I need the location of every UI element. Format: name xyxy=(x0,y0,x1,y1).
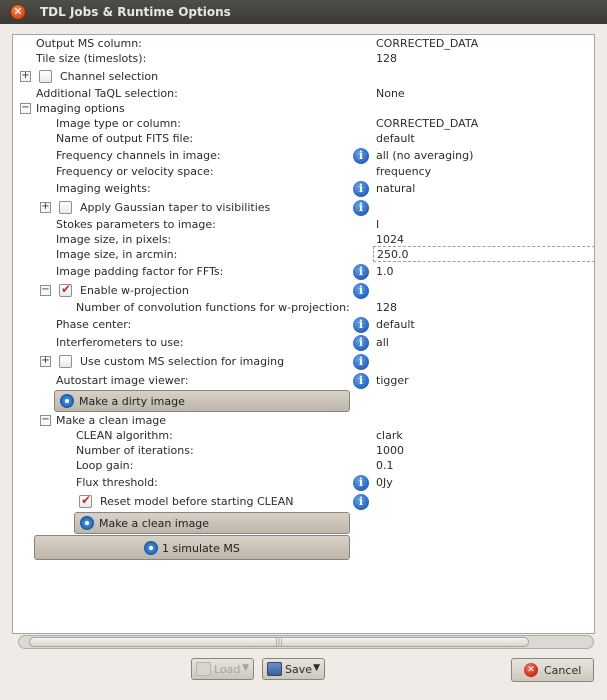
value-flux-threshold[interactable]: 0Jy xyxy=(376,476,393,489)
cancel-button[interactable] xyxy=(511,658,594,682)
save-label: Save xyxy=(285,663,313,676)
value-tile-size[interactable]: 128 xyxy=(376,52,397,65)
horizontal-scrollbar[interactable] xyxy=(18,635,594,649)
label-flux-threshold: Flux threshold: xyxy=(76,476,158,489)
load-label: Load xyxy=(214,663,241,676)
info-icon[interactable]: i xyxy=(353,373,369,389)
row-size-arcmin xyxy=(13,248,596,264)
reset-model-checkbox[interactable] xyxy=(79,495,92,508)
gear-icon xyxy=(60,394,74,408)
label-padding: Image padding factor for FFTs: xyxy=(56,265,224,278)
value-phase-center[interactable]: default xyxy=(376,318,415,331)
info-icon[interactable]: i xyxy=(353,317,369,333)
make-clean-image-label: Make a clean image xyxy=(99,517,210,530)
label-fits-name: Name of output FITS file: xyxy=(56,132,194,145)
label-autostart-viewer: Autostart image viewer: xyxy=(56,374,189,387)
cancel-icon: ✕ xyxy=(524,663,538,677)
value-iterations[interactable]: 1000 xyxy=(376,444,404,457)
info-icon[interactable]: i xyxy=(353,335,369,351)
info-icon[interactable]: i xyxy=(353,354,369,370)
collapse-make-clean-icon[interactable]: − xyxy=(41,414,50,425)
value-padding[interactable]: 1.0 xyxy=(376,265,394,278)
label-image-type: Image type or column: xyxy=(56,117,181,130)
label-weights: Imaging weights: xyxy=(56,182,151,195)
gaussian-taper-checkbox[interactable] xyxy=(59,201,72,214)
window-titlebar xyxy=(0,0,607,24)
value-conv-functions[interactable]: 128 xyxy=(376,301,397,314)
window-title: TDL Jobs & Runtime Options xyxy=(40,5,231,19)
make-dirty-image-label: Make a dirty image xyxy=(79,395,185,408)
gear-icon xyxy=(144,541,158,555)
label-reset-model: Reset model before starting CLEAN xyxy=(100,495,294,508)
label-imaging-options: Imaging options xyxy=(36,102,125,115)
label-wprojection: Enable w-projection xyxy=(80,284,189,297)
value-size-pixels[interactable]: 1024 xyxy=(376,233,404,246)
label-custom-ms: Use custom MS selection for imaging xyxy=(80,355,285,368)
label-stokes: Stokes parameters to image: xyxy=(56,218,216,231)
label-interferometers: Interferometers to use: xyxy=(56,336,184,349)
value-freq-space[interactable]: frequency xyxy=(376,165,432,178)
expand-gaussian-taper-icon[interactable]: + xyxy=(41,201,50,212)
folder-icon xyxy=(196,662,211,676)
value-stokes[interactable]: I xyxy=(376,218,380,231)
make-clean-image-button[interactable] xyxy=(74,512,350,534)
chevron-down-icon: ▼ xyxy=(313,663,320,673)
label-loop-gain: Loop gain: xyxy=(76,459,134,472)
value-fits-name[interactable]: default xyxy=(376,132,415,145)
label-taql-selection: Additional TaQL selection: xyxy=(36,87,178,100)
make-dirty-image-button[interactable] xyxy=(54,390,350,412)
scrollbar-thumb[interactable]: ||| xyxy=(29,637,529,647)
simulate-ms-button[interactable] xyxy=(34,535,350,560)
load-button[interactable] xyxy=(191,658,254,680)
cancel-label: Cancel xyxy=(544,664,582,677)
label-channel-selection: Channel selection xyxy=(60,70,159,83)
value-loop-gain[interactable]: 0.1 xyxy=(376,459,394,472)
floppy-disk-icon xyxy=(267,662,282,676)
value-taql-selection[interactable]: None xyxy=(376,87,405,100)
label-freq-channels: Frequency channels in image: xyxy=(56,149,221,162)
label-tile-size: Tile size (timeslots): xyxy=(36,52,147,65)
expand-channel-selection-icon[interactable]: + xyxy=(21,70,30,81)
info-icon[interactable]: i xyxy=(353,148,369,164)
label-gaussian-taper: Apply Gaussian taper to visibilities xyxy=(80,201,271,214)
info-icon[interactable]: i xyxy=(353,494,369,510)
value-clean-algorithm[interactable]: clark xyxy=(376,429,403,442)
label-size-arcmin: Image size, in arcmin: xyxy=(56,248,178,261)
label-size-pixels: Image size, in pixels: xyxy=(56,233,172,246)
options-panel xyxy=(12,34,595,634)
value-weights[interactable]: natural xyxy=(376,182,416,195)
label-freq-space: Frequency or velocity space: xyxy=(56,165,214,178)
label-iterations: Number of iterations: xyxy=(76,444,194,457)
label-clean-algorithm: CLEAN algorithm: xyxy=(76,429,173,442)
label-phase-center: Phase center: xyxy=(56,318,132,331)
label-make-clean: Make a clean image xyxy=(56,414,167,427)
info-icon[interactable]: i xyxy=(353,264,369,280)
value-autostart-viewer[interactable]: tigger xyxy=(376,374,409,387)
value-image-type[interactable]: CORRECTED_DATA xyxy=(376,117,479,130)
value-freq-channels[interactable]: all (no averaging) xyxy=(376,149,474,162)
chevron-down-icon: ▼ xyxy=(242,663,249,673)
collapse-wprojection-icon[interactable]: − xyxy=(41,284,50,295)
close-window-icon[interactable]: ✕ xyxy=(10,4,26,20)
label-output-ms-column: Output MS column: xyxy=(36,37,142,50)
gear-icon xyxy=(80,516,94,530)
label-conv-functions: Number of convolution functions for w-projection: xyxy=(76,301,350,314)
info-icon[interactable]: i xyxy=(353,200,369,216)
expand-custom-ms-icon[interactable]: + xyxy=(41,355,50,366)
info-icon[interactable]: i xyxy=(353,283,369,299)
info-icon[interactable]: i xyxy=(353,475,369,491)
size-arcmin-field[interactable]: 250.0 xyxy=(373,246,595,262)
info-icon[interactable]: i xyxy=(353,181,369,197)
value-output-ms-column[interactable]: CORRECTED_DATA xyxy=(376,37,479,50)
value-interferometers[interactable]: all xyxy=(376,336,389,349)
channel-selection-checkbox[interactable] xyxy=(39,70,52,83)
row-channel-selection xyxy=(13,70,596,86)
wprojection-checkbox[interactable] xyxy=(59,284,72,297)
custom-ms-checkbox[interactable] xyxy=(59,355,72,368)
simulate-ms-label: 1 simulate MS xyxy=(162,542,240,555)
save-button[interactable] xyxy=(262,658,325,680)
collapse-imaging-options-icon[interactable]: − xyxy=(21,102,30,113)
